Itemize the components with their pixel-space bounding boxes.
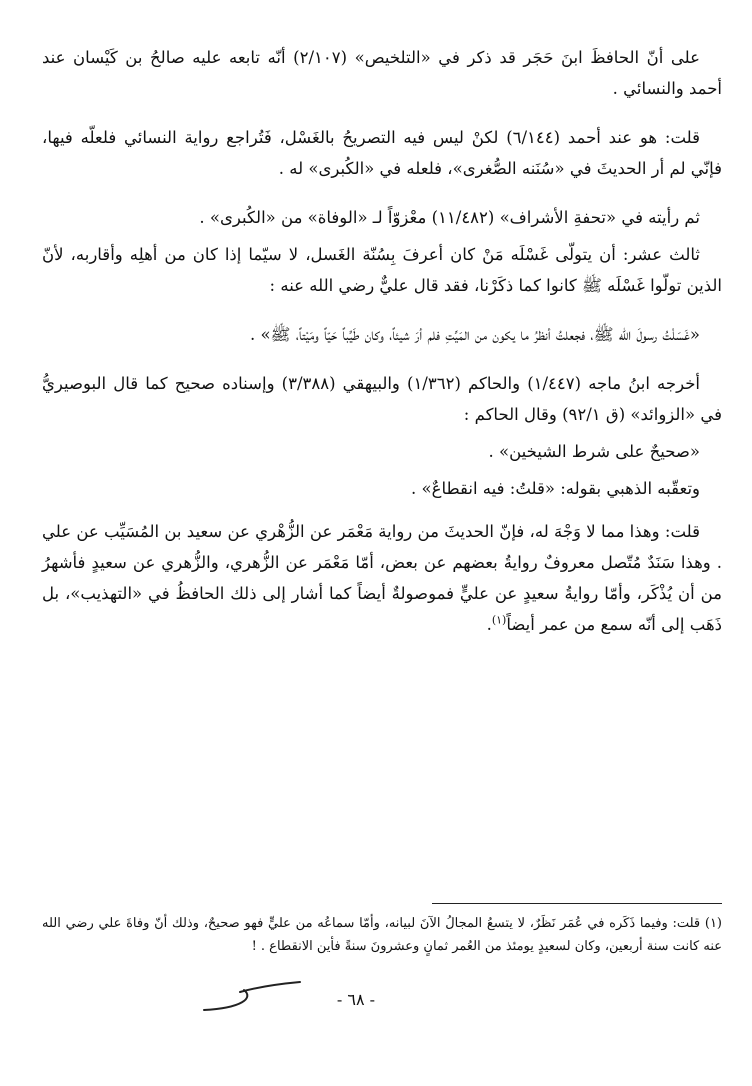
footnote-divider bbox=[432, 903, 722, 904]
paragraph-author-response bbox=[42, 516, 722, 640]
paragraph-tuhfat-al-ashraf: ثم رأيته في «تحفةِ الأشراف» (١١/٤٨٢) معْزوّاً لـ «الوفاة» من «الكُبرى» . bbox=[199, 208, 700, 227]
handwritten-pen-stroke bbox=[196, 976, 306, 1016]
paragraph-thirteenth-point: ثالث عشر: أن يتولّى غَسْلَه مَنْ كان أعرفَ بِسُنّة الغَسل، لا سيّما إذا كان من أهلِه وأقاربه، لأنّ الذين تولّوا غَسْلَه ﷺ كانوا كما ذكَرْنا، فقد قال عليٌّ رضي الله عنه : bbox=[42, 245, 722, 295]
paragraph-dhahabi-objection: وتعقّبه الذهبي بقوله: «قلتُ: فيه انقطاعٌ» . bbox=[411, 479, 700, 498]
paragraph-author-response-text: قلت: وهذا مما لا وَجْهَ له، فإنّ الحديثَ من رواية مَعْمَر عن الزُّهْري عن سعيد بن المُسَيِّب عن علي . وهذا سَنَدٌ مُتّصل معروفٌ روايةُ بعضهم عن بعض، أمّا مَعْمَر عن الزُّهري، والزُّهري عن سعيدٍ فأشهرُ من أن يُذْكَر، وأمّا روايةُ سعيدٍ عن عليٍّ فموصولةٌ أيضاً كما أشار إلى ذلك الحافظُ في «التهذيب»، بل ذَهَب إلى أنّه سمع من عمر أيضاً bbox=[42, 522, 722, 634]
paragraph-ahmad-nasai: قلت: هو عند أحمد (٦/١٤٤) لكنْ ليس فيه التصريحُ بالغَسْل، فَتُراجع رواية النسائي فلعلّه فيها، فإنّي لم أر الحديثَ في «سُنَنه الصُّغرى»، فلعله في «الكُبرى» له . bbox=[42, 128, 722, 178]
paragraph-ibn-hajar-talkhis: على أنّ الحافظَ ابنَ حَجَر قد ذكر في «التلخيص» (٢/١٠٧) أنّه تابعه عليه صالحُ بن كَيْسان عند أحمد والنسائي . bbox=[42, 48, 722, 98]
paragraph-ali-hadith-quote: «غَسَلْتُ رسولَ الله ﷺ، فجعلتُ أنظرُ ما يكون من المَيِّتِ فلم أرَ شيئاً، وكان طَيِّباً حَيّاً ومَيْتاً، ﷺ» . bbox=[249, 325, 700, 344]
paragraph-author-response-end: . bbox=[486, 615, 492, 634]
footnote-section bbox=[42, 912, 722, 958]
page-body bbox=[42, 42, 722, 640]
footnote-reference[interactable]: (١) bbox=[491, 613, 507, 627]
paragraph-hakim-verdict: «صحيحٌ على شرط الشيخين» . bbox=[488, 442, 700, 461]
footnote-text: (١) قلت: وفيما ذَكَره في عُمَر نَظَرٌ، لا يتسعُ المجالُ الآنَ لبيانه، وأمّا سماعُه من عليٍّ فهو صحيحٌ، وذلك أنّ وفاةَ علي رضي الله عنه كانت سنة أربعين، وكان لسعيدٍ يومئذ من العُمر ثمانٍ وعشرونَ سنةً فأين الانقطاع . ! bbox=[42, 916, 722, 954]
page-number: - ٦٨ - bbox=[336, 990, 376, 1009]
paragraph-takhrij: أخرجه ابنُ ماجه (١/٤٤٧) والحاكم (١/٣٦٢) والبيهقي (٣/٣٨٨) وإسناده صحيح كما قال البوصيريُّ في «الزوائد» (ق ٩٢/١) وقال الحاكم : bbox=[42, 374, 722, 424]
